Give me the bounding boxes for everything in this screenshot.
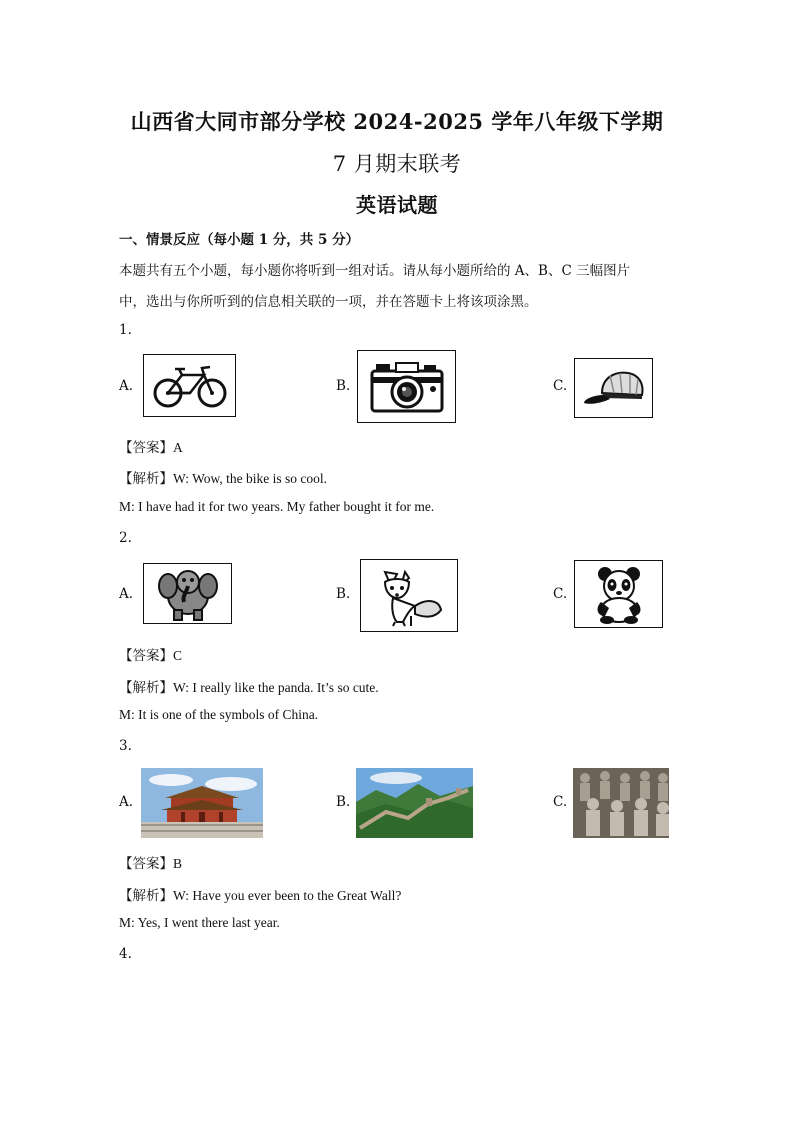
instruction-line2: 中，选出与你所听到的信息相关联的一项，并在答题卡上将该项涂黑。 <box>119 294 538 310</box>
option-label-a: A. <box>119 794 134 810</box>
option-image-a[interactable] <box>143 563 232 624</box>
question-number: 2. <box>119 530 132 546</box>
cap-icon <box>580 365 648 411</box>
exam-title-line2: 7 月期末联考 <box>332 152 462 176</box>
option-image-b[interactable] <box>356 768 473 838</box>
option-label-a: A. <box>119 586 134 602</box>
section-heading: 一、情景反应（每小题 1 分，共 5 分） <box>119 232 360 248</box>
option-label-a: A. <box>119 378 134 394</box>
option-label-b: B. <box>336 586 351 602</box>
camera-icon <box>368 359 446 415</box>
option-image-b[interactable] <box>360 559 458 632</box>
elephant-icon <box>156 566 220 622</box>
option-label-c: C. <box>553 794 568 810</box>
option-image-b[interactable] <box>357 350 456 423</box>
analysis-text: 【解析】W: I really like the panda. It’s so cute. <box>119 680 379 695</box>
terracotta-warriors-photo <box>573 768 669 838</box>
answer-text: 【答案】A <box>119 440 183 455</box>
answer-text: 【答案】B <box>119 856 183 871</box>
dialogue-line: M: It is one of the symbols of China. <box>119 707 319 722</box>
answer-text: 【答案】C <box>119 648 183 663</box>
option-image-c[interactable] <box>573 768 669 838</box>
dialogue-line: M: Yes, I went there last year. <box>119 915 280 930</box>
dialogue-line: M: I have had it for two years. My father bought it for me. <box>119 499 435 514</box>
analysis-text: 【解析】W: Wow, the bike is so cool. <box>119 471 328 486</box>
option-image-a[interactable] <box>141 768 263 838</box>
question-number: 1. <box>119 322 132 338</box>
option-image-a[interactable] <box>143 354 236 417</box>
fox-icon <box>371 564 447 628</box>
great-wall-photo <box>356 768 473 838</box>
option-image-c[interactable] <box>574 560 663 628</box>
panda-icon <box>587 564 651 624</box>
analysis-text: 【解析】W: Have you ever been to the Great Wall? <box>119 888 402 903</box>
exam-title-line1: 山西省大同市部分学校 2024-2025 学年八年级下学期 <box>130 109 664 134</box>
exam-subject: 英语试题 <box>356 193 438 217</box>
instruction-line1: 本题共有五个小题，每小题你将听到一组对话。请从每小题所给的 A、B、C 三幅图片 <box>119 263 631 279</box>
option-label-b: B. <box>336 378 351 394</box>
option-label-b: B. <box>336 794 351 810</box>
option-label-c: C. <box>553 378 568 394</box>
option-image-c[interactable] <box>574 358 653 418</box>
question-number: 3. <box>119 738 132 754</box>
option-label-c: C. <box>553 586 568 602</box>
question-number: 4. <box>119 946 132 962</box>
bicycle-icon <box>150 361 230 411</box>
forbidden-city-photo <box>141 768 263 838</box>
